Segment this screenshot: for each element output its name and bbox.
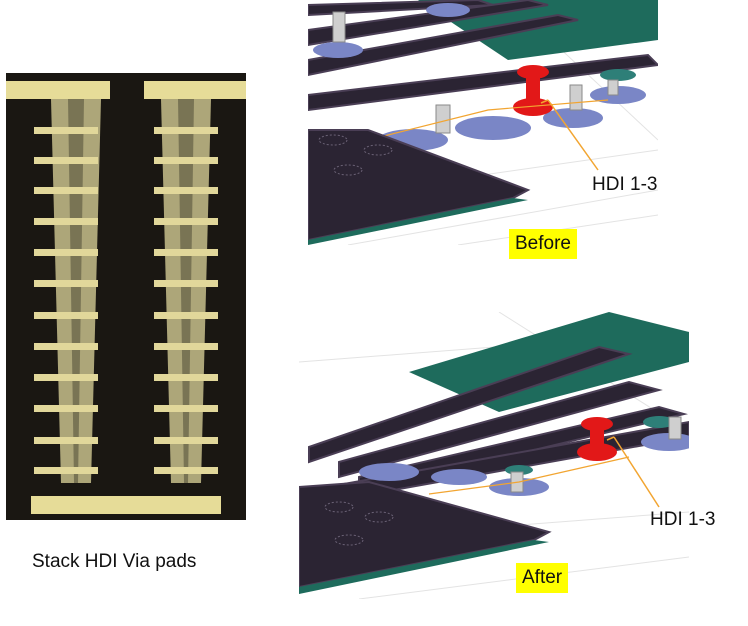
stack-hdi-caption: Stack HDI Via pads [32,551,197,572]
after-hdi-label: HDI 1-3 [650,509,716,530]
after-badge: After [516,563,568,593]
before-badge: Before [509,229,577,259]
after-3d-pcb-render [299,312,689,599]
stacked-via-cross-section-photo [6,73,246,520]
before-hdi-label: HDI 1-3 [592,174,658,195]
before-3d-pcb-render [308,0,658,245]
